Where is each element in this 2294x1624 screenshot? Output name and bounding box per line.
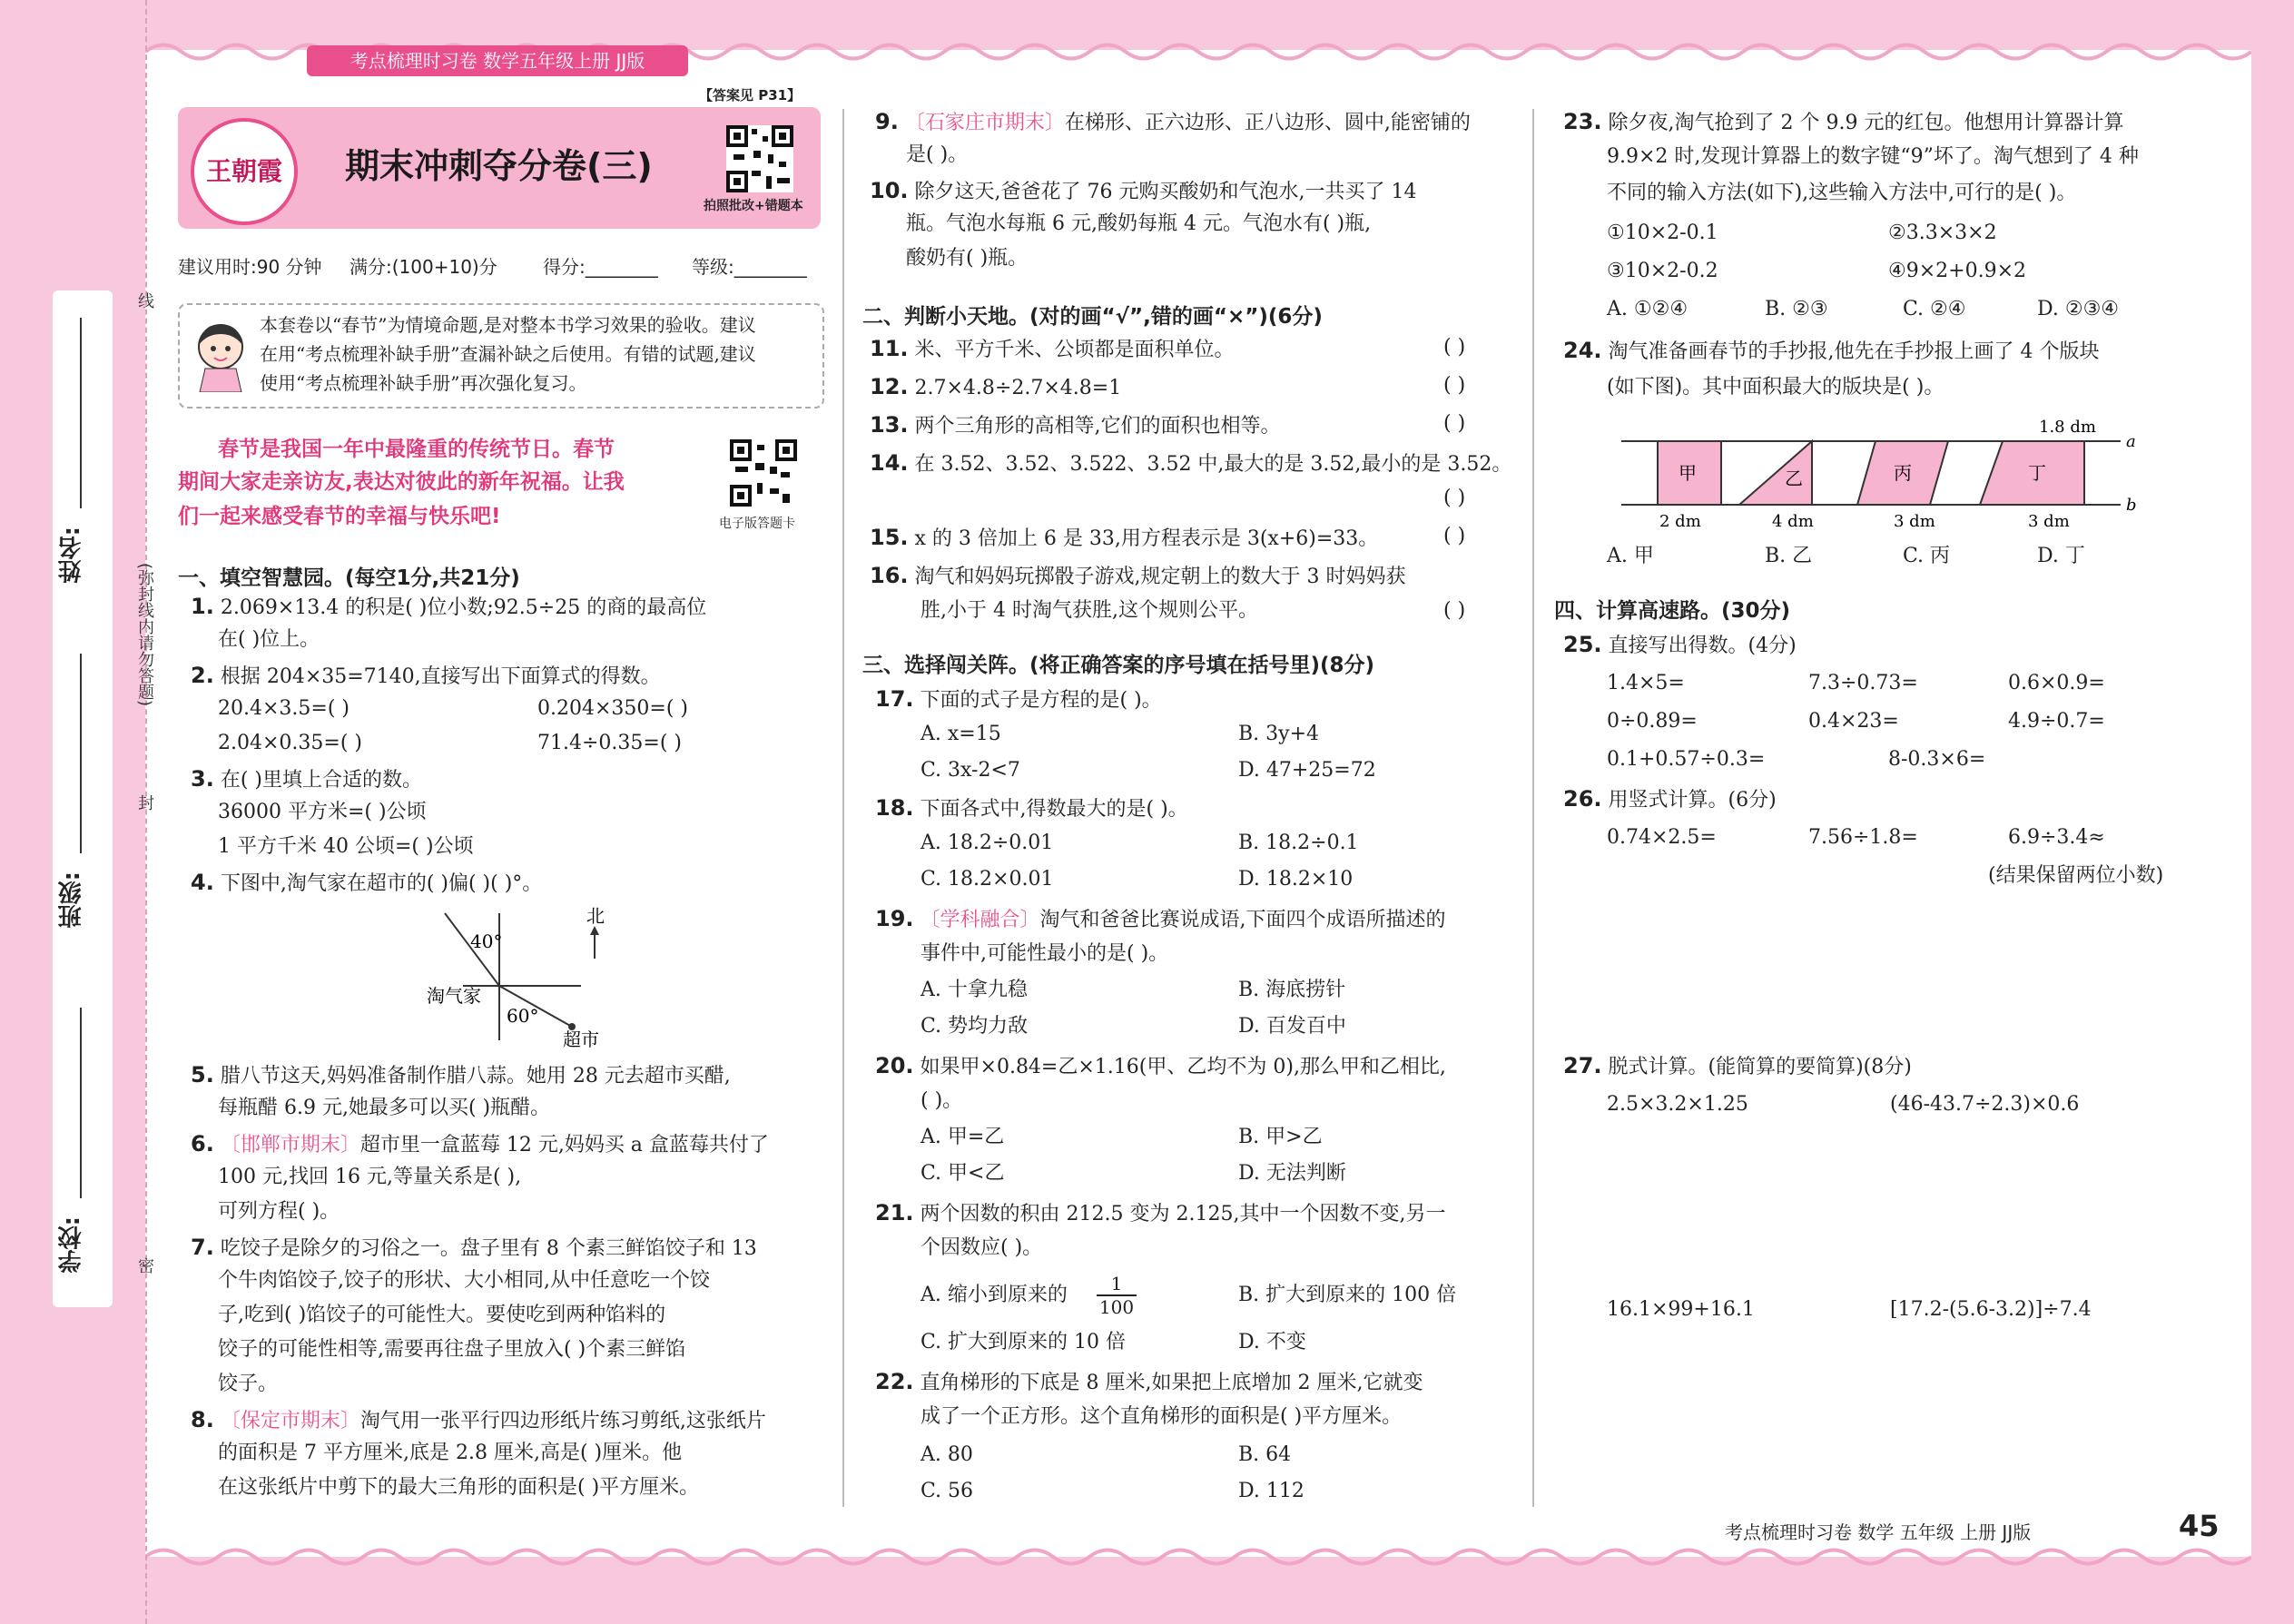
name-label: 姓名:	[58, 527, 85, 584]
q22-option-c[interactable]: C. 56	[921, 1480, 974, 1502]
d24-bing-label: 丙	[1894, 462, 1912, 484]
q21-line-1: 21. 两个因数的积由 212.5 变为 2.125,其中一个因数不变,另一	[875, 1200, 1446, 1225]
q19-line-2: 事件中,可能性最小的是( )。	[921, 942, 1169, 965]
d24-bing-base: 3 dm	[1894, 512, 1935, 531]
footer-text: 考点梳理时习卷 数学 五年级 上册 JJ版	[1725, 1521, 2032, 1543]
q27-stem: 27. 脱式计算。(能简算的要简算)(8分)	[1563, 1053, 1912, 1078]
q25-item-6: 4.9÷0.7=	[2008, 710, 2105, 733]
q11-answer[interactable]: ( )	[1443, 336, 1466, 359]
q18-stem: 18. 下面各式中,得数最大的是( )。	[875, 795, 1188, 821]
school-write-line[interactable]	[80, 1008, 82, 1198]
section-3-title: 三、选择闯关阵。(将正确答案的序号填在括号里)(8分)	[862, 654, 1375, 677]
q2-stem: 2. 根据 204×35=7140,直接写出下面算式的得数。	[191, 663, 661, 688]
q20-line-1: 20. 如果甲×0.84=乙×1.16(甲、乙均不为 0),那么甲和乙相比,	[875, 1053, 1446, 1078]
q24-line-1: 24. 淘气准备画春节的手抄报,他先在手抄报上画了 4 个版块	[1563, 338, 2100, 363]
q26-stem: 26. 用竖式计算。(6分)	[1563, 786, 1777, 812]
d24-yi-label: 乙	[1785, 468, 1803, 489]
direction-diagram	[427, 904, 626, 1049]
q23-line-1: 23. 除夕夜,淘气抢到了 2 个 9.9 元的红包。他想用计算器计算	[1563, 109, 2124, 134]
q15-answer[interactable]: ( )	[1443, 525, 1466, 547]
q21-fraction	[1097, 1273, 1137, 1318]
school-label: 学校:	[58, 1216, 85, 1274]
q12: 12. 2.7×4.8÷2.7×4.8=1	[870, 374, 1122, 399]
q17-option-b[interactable]: B. 3y+4	[1238, 723, 1320, 745]
q10-line-1: 10. 除夕这天,爸爸花了 76 元购买酸奶和气泡水,一共买了 14	[870, 178, 1417, 203]
q17-option-c[interactable]: C. 3x-2<7	[921, 759, 1020, 782]
q19-option-c[interactable]: C. 势均力敌	[921, 1015, 1029, 1038]
d24-jia-label: 甲	[1679, 462, 1697, 484]
q16-line-1: 16. 淘气和妈妈玩掷骰子游戏,规定朝上的数大于 3 时妈妈获	[870, 563, 1406, 588]
d24-top-label: 1.8 dm	[2039, 418, 2096, 437]
name-write-line[interactable]	[80, 318, 82, 508]
q22-line-1: 22. 直角梯形的下底是 8 厘米,如果把上底增加 2 厘米,它就变	[875, 1369, 1423, 1394]
q5-line-2: 每瓶醋 6.9 元,她最多可以买( )瓶醋。	[218, 1097, 551, 1119]
intro-line-2: 期间大家走亲访友,表达对彼此的新年祝福。让我	[178, 470, 625, 494]
q21-fraction-denominator: 100	[1097, 1294, 1137, 1318]
brand-logo: 王朝霞	[191, 118, 298, 225]
q10-line-3: 酸奶有( )瓶。	[906, 247, 1029, 270]
cut-mark-seal: 封	[135, 794, 154, 811]
q27-item-c: 16.1×99+16.1	[1607, 1298, 1755, 1321]
q25-item-4: 0÷0.89=	[1607, 710, 1698, 733]
q19-option-b[interactable]: B. 海底捞针	[1238, 979, 1346, 1001]
q23-line-3: 不同的输入方法(如下),这些输入方法中,可行的是( )。	[1607, 182, 2077, 204]
q24-option-d[interactable]: D. 丁	[2037, 545, 2085, 567]
q23-method-4: ④9×2+0.9×2	[1888, 260, 2027, 282]
q3-item-b: 1 平方千米 40 公顷=( )公顷	[218, 835, 474, 858]
q23-line-2: 9.9×2 时,发现计算器上的数字键“9”坏了。淘气想到了 4 种	[1607, 145, 2139, 168]
cut-mark-line: 线	[135, 292, 154, 309]
q23-option-a[interactable]: A. ①②④	[1607, 298, 1689, 320]
q1-line-2: 在( )位上。	[218, 628, 320, 651]
q1-line-1: 1. 2.069×13.4 的积是( )位小数;92.5÷25 的商的最高位	[191, 594, 707, 619]
q7-line-2: 个牛肉馅饺子,饺子的形状、大小相同,从中任意吃一个饺	[218, 1269, 710, 1292]
q17-option-a[interactable]: A. x=15	[921, 723, 1001, 745]
q21-option-a[interactable]: A. 缩小到原来的	[921, 1284, 1068, 1306]
q6-line-1: 6. 〔邯郸市期末〕超市里一盒蓝莓 12 元,妈妈买 a 盒蓝莓共付了	[191, 1131, 769, 1156]
q16-answer[interactable]: ( )	[1443, 599, 1466, 622]
q8-line-1: 8. 〔保定市期末〕淘气用一张平行四边形纸片练习剪纸,这张纸片	[191, 1407, 766, 1432]
q9-line-1: 9. 〔石家庄市期末〕在梯形、正六边形、正八边形、圆中,能密铺的	[875, 109, 1471, 134]
q8-line-3: 在这张纸片中剪下的最大三角形的面积是( )平方厘米。	[218, 1476, 700, 1499]
q9-line-2: 是( )。	[906, 143, 969, 166]
q13-answer[interactable]: ( )	[1443, 412, 1466, 435]
q10-line-2: 瓶。气泡水每瓶 6 元,酸奶每瓶 4 元。气泡水有( )瓶,	[906, 212, 1372, 235]
q6-line-3: 可列方程( )。	[218, 1200, 340, 1223]
angle-60-label: 60°	[507, 1005, 539, 1027]
angle-40-label: 40°	[470, 930, 503, 952]
q18-option-b[interactable]: B. 18.2÷0.1	[1238, 832, 1359, 854]
q27-item-b: (46-43.7÷2.3)×0.6	[1890, 1093, 2080, 1116]
q18-option-a[interactable]: A. 18.2÷0.01	[921, 832, 1054, 854]
q19-option-d[interactable]: D. 百发百中	[1238, 1015, 1346, 1038]
full-score: 满分:(100+10)分	[350, 256, 497, 278]
q21-line-2: 个因数应( )。	[921, 1236, 1043, 1259]
home-label: 淘气家	[427, 985, 481, 1007]
q7-line-4: 饺子的可能性相等,需要再往盘子里放入( )个素三鲜馅	[218, 1338, 686, 1361]
q23-option-d[interactable]: D. ②③④	[2037, 298, 2120, 320]
q2-item-b: 0.204×350=( )	[537, 697, 688, 720]
q2-item-a: 20.4×3.5=( )	[218, 697, 350, 720]
q11: 11. 米、平方千米、公顷都是面积单位。	[870, 336, 1235, 361]
q19-line-1: 19. 〔学科融合〕淘气和爸爸比赛说成语,下面四个成语所描述的	[875, 906, 1446, 931]
q22-option-b[interactable]: B. 64	[1238, 1443, 1292, 1466]
q24-option-b[interactable]: B. 乙	[1765, 545, 1813, 567]
q6-line-2: 100 元,找回 16 元,等量关系是( ),	[218, 1166, 522, 1188]
q25-item-3: 0.6×0.9=	[2008, 672, 2105, 694]
q7-line-3: 子,吃到( )馅饺子的可能性大。要使吃到两种馅料的	[218, 1304, 666, 1326]
q25-item-8: 8-0.3×6=	[1888, 748, 1986, 771]
q25-item-2: 7.3÷0.73=	[1808, 672, 1918, 694]
q16-line-2: 胜,小于 4 时淘气获胜,这个规则公平。	[921, 599, 1258, 622]
q24-option-a[interactable]: A. 甲	[1607, 545, 1654, 567]
d24-line-a: a	[2126, 432, 2136, 451]
section-4-title: 四、计算高速路。(30分)	[1554, 599, 1791, 623]
header-tab: 考点梳理时习卷 数学五年级上册 JJ版	[307, 45, 688, 76]
q21-option-b[interactable]: B. 扩大到原来的 100 倍	[1238, 1284, 1457, 1306]
q22-option-d[interactable]: D. 112	[1238, 1480, 1305, 1502]
q7-line-1: 7. 吃饺子是除夕的习俗之一。盘子里有 8 个素三鲜馅饺子和 13	[191, 1235, 757, 1260]
paper-title: 期末冲刺夺分卷(三)	[345, 146, 653, 186]
q27-item-a: 2.5×3.2×1.25	[1607, 1093, 1748, 1116]
q21-option-d[interactable]: D. 不变	[1238, 1331, 1306, 1353]
section-2-title: 二、判断小天地。(对的画“√”,错的画“×”)(6分)	[862, 305, 1323, 329]
q18-option-c[interactable]: C. 18.2×0.01	[921, 868, 1054, 891]
q17-option-d[interactable]: D. 47+25=72	[1238, 759, 1376, 782]
cut-note: (弥封线内请勿答题)	[135, 563, 154, 707]
grade-field[interactable]: 等级:________	[692, 256, 807, 278]
q12-answer[interactable]: ( )	[1443, 374, 1466, 397]
qr-caption-grading: 拍照批改+错题本	[704, 199, 803, 213]
north-label: 北	[586, 905, 605, 927]
q22-option-a[interactable]: A. 80	[921, 1443, 973, 1466]
girl-avatar-icon	[189, 318, 252, 392]
q23-option-c[interactable]: C. ②④	[1903, 298, 1966, 320]
q23-method-3: ③10×2-0.2	[1607, 260, 1718, 282]
q20-line-2: ( )。	[921, 1089, 963, 1112]
column-divider-1	[842, 109, 844, 1507]
q25-item-7: 0.1+0.57÷0.3=	[1607, 748, 1766, 771]
q4-stem: 4. 下图中,淘气家在超市的( )偏( )( )°。	[191, 870, 543, 895]
q19-option-a[interactable]: A. 十拿九稳	[921, 979, 1028, 1001]
qr-caption-answer-card: 电子版答题卡	[719, 517, 795, 531]
section-1-title: 一、填空智慧园。(每空1分,共21分)	[178, 566, 520, 590]
q27-item-d: [17.2-(5.6-3.2)]÷7.4	[1890, 1298, 2092, 1321]
q26-item-b: 7.56÷1.8=	[1808, 826, 1918, 849]
q13: 13. 两个三角形的高相等,它们的面积也相等。	[870, 412, 1281, 438]
q20-option-a[interactable]: A. 甲=乙	[921, 1126, 1005, 1148]
note-line-3: 使用“考点梳理补缺手册”再次强化复习。	[260, 372, 587, 394]
bottom-wave-border	[145, 1543, 2251, 1570]
q25-stem: 25. 直接写出得数。(4分)	[1563, 632, 1797, 657]
q26-item-a: 0.74×2.5=	[1607, 826, 1717, 849]
q17-stem: 17. 下面的式子是方程的是( )。	[875, 686, 1162, 712]
q2-item-d: 71.4÷0.35=( )	[537, 732, 682, 754]
q15: 15. x 的 3 倍加上 6 是 33,用方程表示是 3(x+6)=33。	[870, 525, 1379, 550]
intro-line-1: 春节是我国一年中最隆重的传统节日。春节	[218, 438, 615, 461]
d24-ding-label: 丁	[2028, 462, 2046, 484]
q24-option-c[interactable]: C. 丙	[1903, 545, 1951, 567]
q24-diagram	[1621, 414, 2139, 532]
class-label: 班级:	[58, 871, 85, 929]
q26-note: (结果保留两位小数)	[1988, 864, 2164, 887]
binding-dashed-line	[145, 0, 147, 1624]
market-label: 超市	[563, 1029, 599, 1049]
note-line-1: 本套卷以“春节”为情境命题,是对整本书学习效果的验收。建议	[260, 314, 756, 336]
q23-option-b[interactable]: B. ②③	[1765, 298, 1828, 320]
q3-item-a: 36000 平方米=( )公顷	[218, 801, 427, 823]
q26-item-c: 6.9÷3.4≈	[2008, 826, 2105, 849]
d24-ding-base: 3 dm	[2028, 512, 2070, 531]
q21-option-c[interactable]: C. 扩大到原来的 10 倍	[921, 1331, 1127, 1353]
page-number: 45	[2179, 1509, 2220, 1543]
q3-stem: 3. 在( )里填上合适的数。	[191, 766, 422, 792]
q21-fraction-numerator: 1	[1110, 1273, 1123, 1294]
score-field[interactable]: 得分:________	[543, 256, 658, 278]
column-divider-2	[1532, 109, 1534, 1507]
q18-option-d[interactable]: D. 18.2×10	[1238, 868, 1354, 891]
d24-yi-base: 4 dm	[1772, 512, 1814, 531]
answer-ref: 【答案见 P31】	[699, 87, 802, 103]
q8-line-2: 的面积是 7 平方厘米,底是 2.8 厘米,高是( )厘米。他	[218, 1442, 683, 1464]
q22-line-2: 成了一个正方形。这个直角梯形的面积是( )平方厘米。	[921, 1405, 1403, 1428]
q25-item-1: 1.4×5=	[1607, 672, 1685, 694]
d24-line-b: b	[2126, 496, 2137, 515]
q20-option-c[interactable]: C. 甲<乙	[921, 1162, 1005, 1185]
cut-mark-dense: 密	[135, 1257, 154, 1274]
q14-answer[interactable]: ( )	[1443, 487, 1466, 509]
answer-card-qr-icon[interactable]	[730, 439, 797, 507]
class-write-line[interactable]	[80, 654, 82, 853]
qr-code-icon[interactable]	[726, 125, 793, 192]
q5-line-1: 5. 腊八节这天,妈妈准备制作腊八蒜。她用 28 元去超市买醋,	[191, 1062, 731, 1088]
q23-method-2: ②3.3×3×2	[1888, 221, 1997, 244]
q25-item-5: 0.4×23=	[1808, 710, 1899, 733]
note-line-2: 在用“考点梳理补缺手册”查漏补缺之后使用。有错的试题,建议	[260, 343, 756, 365]
student-info-sidebar	[53, 290, 113, 1307]
q20-option-d[interactable]: D. 无法判断	[1238, 1162, 1346, 1185]
intro-line-3: 们一起来感受春节的幸福与快乐吧!	[178, 505, 501, 528]
q20-option-b[interactable]: B. 甲>乙	[1238, 1126, 1323, 1148]
d24-jia-base: 2 dm	[1659, 512, 1701, 531]
q7-line-5: 饺子。	[218, 1373, 279, 1395]
q2-item-c: 2.04×0.35=( )	[218, 732, 362, 754]
q23-method-1: ①10×2-0.1	[1607, 221, 1718, 244]
q24-line-2: (如下图)。其中面积最大的版块是( )。	[1607, 376, 1944, 399]
suggested-time: 建议用时:90 分钟	[178, 256, 322, 278]
q14: 14. 在 3.52、3.52、3.522、3.52 中,最大的是 3.52,最小的是 3.52。	[870, 450, 1512, 476]
